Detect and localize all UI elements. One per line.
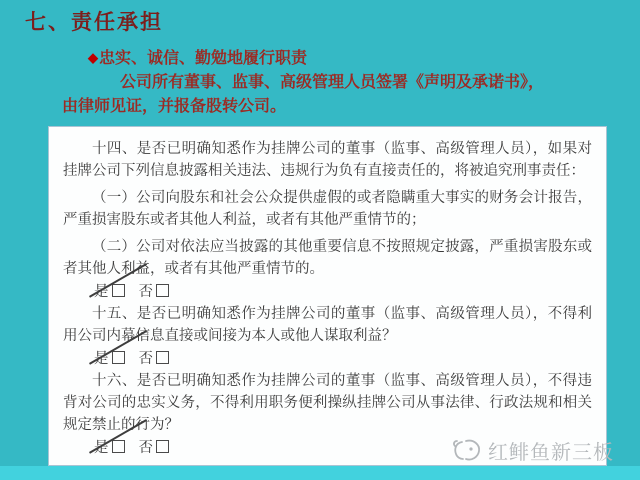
watermark — [452, 436, 614, 465]
yes-label: 是 — [94, 440, 109, 456]
yes-checkbox — [112, 284, 125, 297]
page-title: 七、责任承担 — [25, 11, 163, 34]
paragraph-q16: 十六、是否已明确知悉作为挂牌公司的董事（监事、高级管理人员），不得违背对公司的忠实义务，不得利用职务便利操纵挂牌公司从事法律、行政法规和相关规定禁止的行为？ — [63, 373, 592, 433]
no-checkbox — [156, 351, 169, 364]
document-box — [48, 126, 607, 466]
watermark-text: 红鲱鱼新三板 — [488, 442, 614, 464]
paragraph-q14: 十四、是否已明确知悉作为挂牌公司的董事（监事、高级管理人员），如果对挂牌公司下列信息披露相关违法、违规行为负有直接责任的，将被追究刑事责任： — [63, 141, 592, 179]
yes-label: 是 — [94, 284, 109, 300]
yes-checkbox — [112, 440, 125, 453]
bullet-line-2: 公司所有董事、监事、高级管理人员签署《声明及承诺书》， — [120, 74, 545, 91]
paragraph-q14-item1: （一）公司向股东和社会公众提供虚假的或者隐瞒重大事实的财务会计报告，严重损害股东或者其他人利益，或者有其他严重情节的； — [63, 190, 592, 228]
yes-checkbox — [112, 351, 125, 364]
no-label: 否 — [138, 284, 153, 300]
bullet-line-1-text: 忠实、诚信、勤勉地履行职责 — [99, 50, 308, 67]
bullet-line-1 — [88, 46, 602, 71]
no-label: 否 — [138, 351, 153, 367]
yes-label: 是 — [94, 351, 109, 367]
paragraph-q15: 十五、是否已明确知悉作为挂牌公司的董事（监事、高级管理人员），不得利用公司内幕信息直接或间接为本人或他人谋取利益？ — [63, 306, 592, 344]
no-label: 否 — [138, 440, 153, 456]
checkbox-row-q14 — [63, 281, 592, 303]
no-checkbox — [156, 440, 169, 453]
bottom-accent-strip — [0, 466, 640, 480]
fish-logo-icon — [452, 438, 482, 464]
paragraph-q14-item2: （二）公司对依法应当披露的其他重要信息不按照规定披露，严重损害股东或者其他人利益，或者有其他严重情节的。 — [63, 239, 592, 277]
checkbox-row-q15 — [63, 348, 592, 370]
diamond-bullet-icon: ◆ — [88, 50, 98, 65]
bullet-block — [62, 46, 602, 119]
no-checkbox — [156, 284, 169, 297]
bullet-line-3: 由律师见证，并报备股转公司。 — [62, 98, 287, 115]
